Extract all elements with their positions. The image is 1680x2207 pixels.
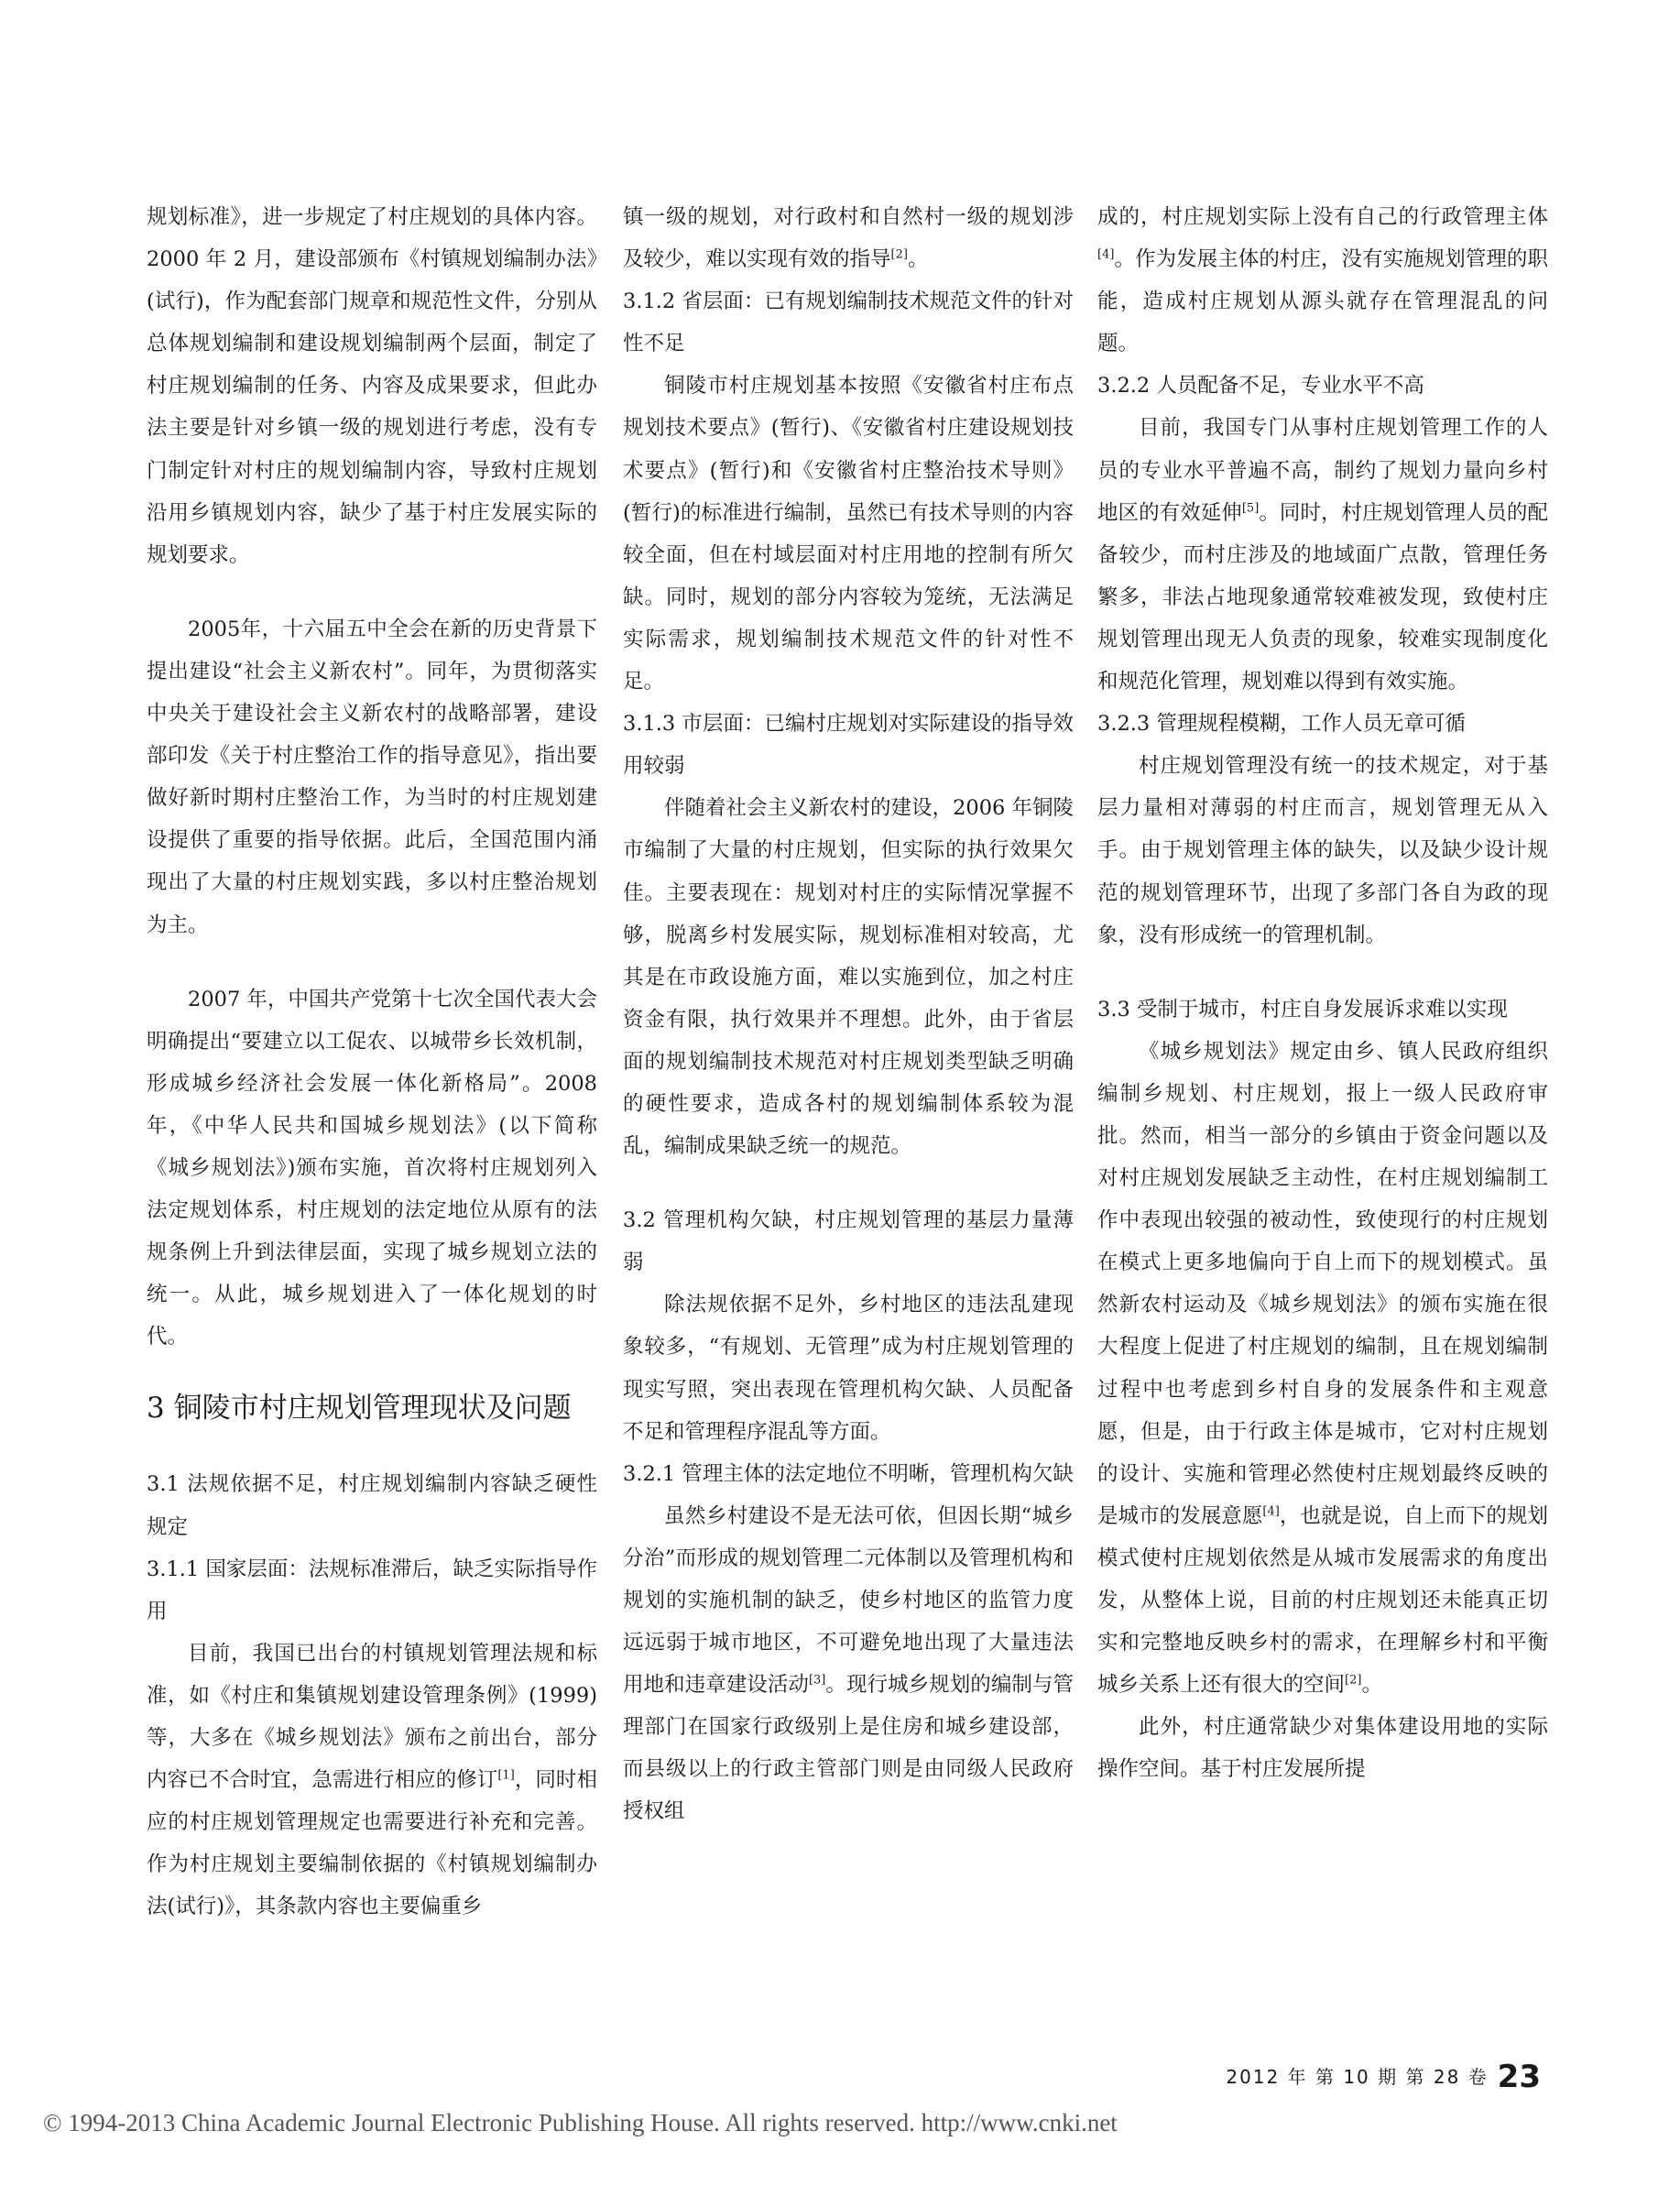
text: ，也就是说，自上而下的规划模式使村庄规划依然是从城市发展需求的角度出发，从整体上说，目前的村庄规划还未能真正切实和完整地反映乡村的需求，在理解乡村和平衡城乡关系上还有很大的空间 xyxy=(1097,1503,1548,1698)
text: 。同时，村庄规划管理人员的配备较少，而村庄涉及的地域面广点散，管理任务繁多，非法占地现象通常较难被发现，致使村庄规划管理出现无人负责的现象，较难实现制度化和规范化管理，规划难以得到有效实施。 xyxy=(1097,500,1548,694)
section-heading: 3 铜陵市村庄规划管理现状及问题 xyxy=(147,1392,572,1426)
paragraph xyxy=(623,1495,1074,1833)
column-left xyxy=(147,196,597,1928)
paragraph: 村庄规划管理没有统一的技术规定，对于基层力量相对薄弱的村庄而言，规划管理无从入手。由于规划管理主体的缺失，以及缺少设计规范的规划管理环节，出现了多部门各自为政的现象，没有形成统一的管理机制。 xyxy=(1097,754,1548,947)
text: 。作为发展主体的村庄，没有实施规划管理的职能，造成村庄规划从源头就存在管理混乱的问题。 xyxy=(1097,247,1548,356)
text: 《城乡规划法》规定由乡、镇人民政府组织编制乡规划、村庄规划，报上一级人民政府审批。然而，相当一部分的乡镇由于资金问题以及对村庄规划发展缺乏主动性，在村庄规划编制工作中表现出较强的被动性，致使现行的村庄规划在模式上更多地偏向于自上而下的规划模式。虽然新农村运动及《城乡规划法》的颁布实施在很大程度上促进了村庄规划的编制，且在规划编制过程中也考虑到乡村自身的发展条件和主观意愿，但是，由于行政主体是城市，它对村庄规划的设计、实施和管理必然使村庄规划最终反映的是城市的发展意愿 xyxy=(1097,1039,1548,1528)
issue-footer xyxy=(1226,2059,1541,2095)
citation: [4] xyxy=(1262,1504,1280,1519)
page-number: 23 xyxy=(1497,2059,1541,2095)
paragraph: 2007 年，中国共产党第十七次全国代表大会明确提出“要建立以工促农、以城带乡长效机制，形成城乡经济社会发展一体化新格局”。2008 年，《中华人民共和国城乡规划法》(以下简称《城乡规划法》)颁布实施，首次将村庄规划列入法定规划体系，村庄规划的法定地位从原有的法规条例上升到法律层面，实现了城乡规划立法的统一。从此，城乡规划进入了一体化规划的时代。 xyxy=(147,987,597,1349)
subsection-heading: 3.3 受制于城市，村庄自身发展诉求难以实现 xyxy=(1097,997,1508,1022)
paragraph xyxy=(1097,1031,1548,1707)
citation: [2] xyxy=(1345,1673,1362,1688)
subsubsection-heading: 3.2.3 管理规程模糊，工作人员无章可循 xyxy=(1097,712,1466,737)
paragraph: 2005年，十六届五中全会在新的历史背景下提出建设“社会主义新农村”。同年，为贯彻落实中央关于建设社会主义新农村的战略部署，建设部印发《关于村庄整治工作的指导意见》，指出要做好新时期村庄整治工作，为当时的村庄规划建设提供了重要的指导依据。此后，全国范围内涌现出了大量的村庄规划实践，多以村庄整治规划为主。 xyxy=(147,617,597,937)
subsection-heading: 3.1 法规依据不足，村庄规划编制内容缺乏硬性规定 xyxy=(147,1472,597,1539)
subsubsection-heading: 3.2.1 管理主体的法定地位不明晰，管理机构欠缺 xyxy=(623,1461,1074,1486)
paragraph xyxy=(1097,407,1548,703)
paragraph xyxy=(623,196,1074,280)
subsubsection-heading: 3.1.1 国家层面：法规标准滞后，缺乏实际指导作用 xyxy=(147,1557,597,1623)
paragraph: 伴随着社会主义新农村的建设，2006 年铜陵市编制了大量的村庄规划，但实际的执行效果欠佳。主要表现在：规划对村庄的实际情况掌握不够，脱离乡村发展实际，规划标准相对较高，尤其是在市政设施方面，难以实施到位，加之村庄资金有限，执行效果并不理想。此外，由于省层面的规划编制技术规范对村庄规划类型缺乏明确的硬性要求，造成各村的规划编制体系较为混乱，编制成果缺乏统一的规范。 xyxy=(623,796,1074,1159)
subsubsection-heading: 3.1.3 市层面：已编村庄规划对实际建设的指导效用较弱 xyxy=(623,712,1074,779)
citation: [4] xyxy=(1097,247,1115,262)
text: ，同时相应的村庄规划管理规定也需要进行补充和完善。作为村庄规划主要编制依据的《村镇规划编制办法(试行)》，其条款内容也主要偏重乡 xyxy=(147,1768,597,1919)
text: 。现行城乡规划的编制与管理部门在国家行政级别上是住房和城乡建设部，而县级以上的行政主管部门则是由同级人民政府授权组 xyxy=(623,1673,1074,1824)
copyright-line: © 1994-2013 China Academic Journal Electronic Publishing House. All rights reserved. http://www.cnki.net xyxy=(43,2109,1118,2136)
paragraph: 除法规依据不足外，乡村地区的违法乱建现象较多，“有规划、无管理”成为村庄规划管理的现实写照，突出表现在管理机构欠缺、人员配备不足和管理程序混乱等方面。 xyxy=(623,1293,1074,1444)
text: 目前，我国已出台的村镇规划管理法规和标准，如《村庄和集镇规划建设管理条例》(1999)等，大多在《城乡规划法》颁布之前出台，部分内容已不合时宜，急需进行相应的修订 xyxy=(147,1641,597,1793)
citation: [3] xyxy=(808,1673,826,1688)
text: 镇一级的规划，对行政村和自然村一级的规划涉及较少，难以实现有效的指导 xyxy=(623,205,1074,272)
subsubsection-heading: 3.1.2 省层面：已有规划编制技术规范文件的针对性不足 xyxy=(623,290,1074,356)
column-middle xyxy=(623,196,1074,1833)
subsection-heading: 3.2 管理机构欠缺，村庄规划管理的基层力量薄弱 xyxy=(623,1208,1074,1275)
citation: [5] xyxy=(1241,501,1260,516)
text: 。 xyxy=(1361,1673,1382,1698)
citation: [1] xyxy=(497,1768,515,1783)
subsubsection-heading: 3.2.2 人员配备不足，专业水平不高 xyxy=(1097,374,1424,399)
paragraph xyxy=(147,1633,597,1928)
text: 成的，村庄规划实际上没有自己的行政管理主体 xyxy=(1097,205,1548,229)
issue-info: 2012 年 第 10 期 第 28 卷 xyxy=(1226,2066,1489,2088)
paragraph: 规划标准》，进一步规定了村庄规划的具体内容。2000 年 2 月，建设部颁布《村镇规划编制办法》(试行)，作为配套部门规章和规范性文件，分别从总体规划编制和建设规划编制两个层面，制定了村庄规划编制的任务、内容及成果要求，但此办法主要是针对乡镇一级的规划进行考虑，没有专门制定针对村庄的规划编制内容，导致村庄规划沿用乡镇规划内容，缺少了基于村庄发展实际的规划要求。 xyxy=(147,205,597,567)
paragraph xyxy=(1097,196,1548,365)
paragraph: 铜陵市村庄规划基本按照《安徽省村庄布点规划技术要点》(暂行)、《安徽省村庄建设规划技术要点》(暂行)和《安徽省村庄整治技术导则》(暂行)的标准进行编制，虽然已有技术导则的内容较全面，但在村域层面对村庄用地的控制有所欠缺。同时，规划的部分内容较为笼统，无法满足实际需求，规划编制技术规范文件的针对性不足。 xyxy=(623,374,1074,694)
text: 目前，我国专门从事村庄规划管理工作的人员的专业水平普遍不高，制约了规划力量向乡村地区的有效延伸 xyxy=(1097,416,1548,525)
text: 。 xyxy=(907,247,929,272)
text: 虽然乡村建设不是无法可依，但因长期“城乡分治”而形成的规划管理二元体制以及管理机构和规划的实施机制的缺乏，使乡村地区的监管力度远远弱于城市地区，不可避免地出现了大量违法用地和违章建设活动 xyxy=(623,1503,1074,1698)
paragraph: 此外，村庄通常缺少对集体建设用地的实际操作空间。基于村庄发展所提 xyxy=(1097,1715,1548,1782)
citation: [2] xyxy=(890,247,908,262)
column-right xyxy=(1097,196,1548,1790)
